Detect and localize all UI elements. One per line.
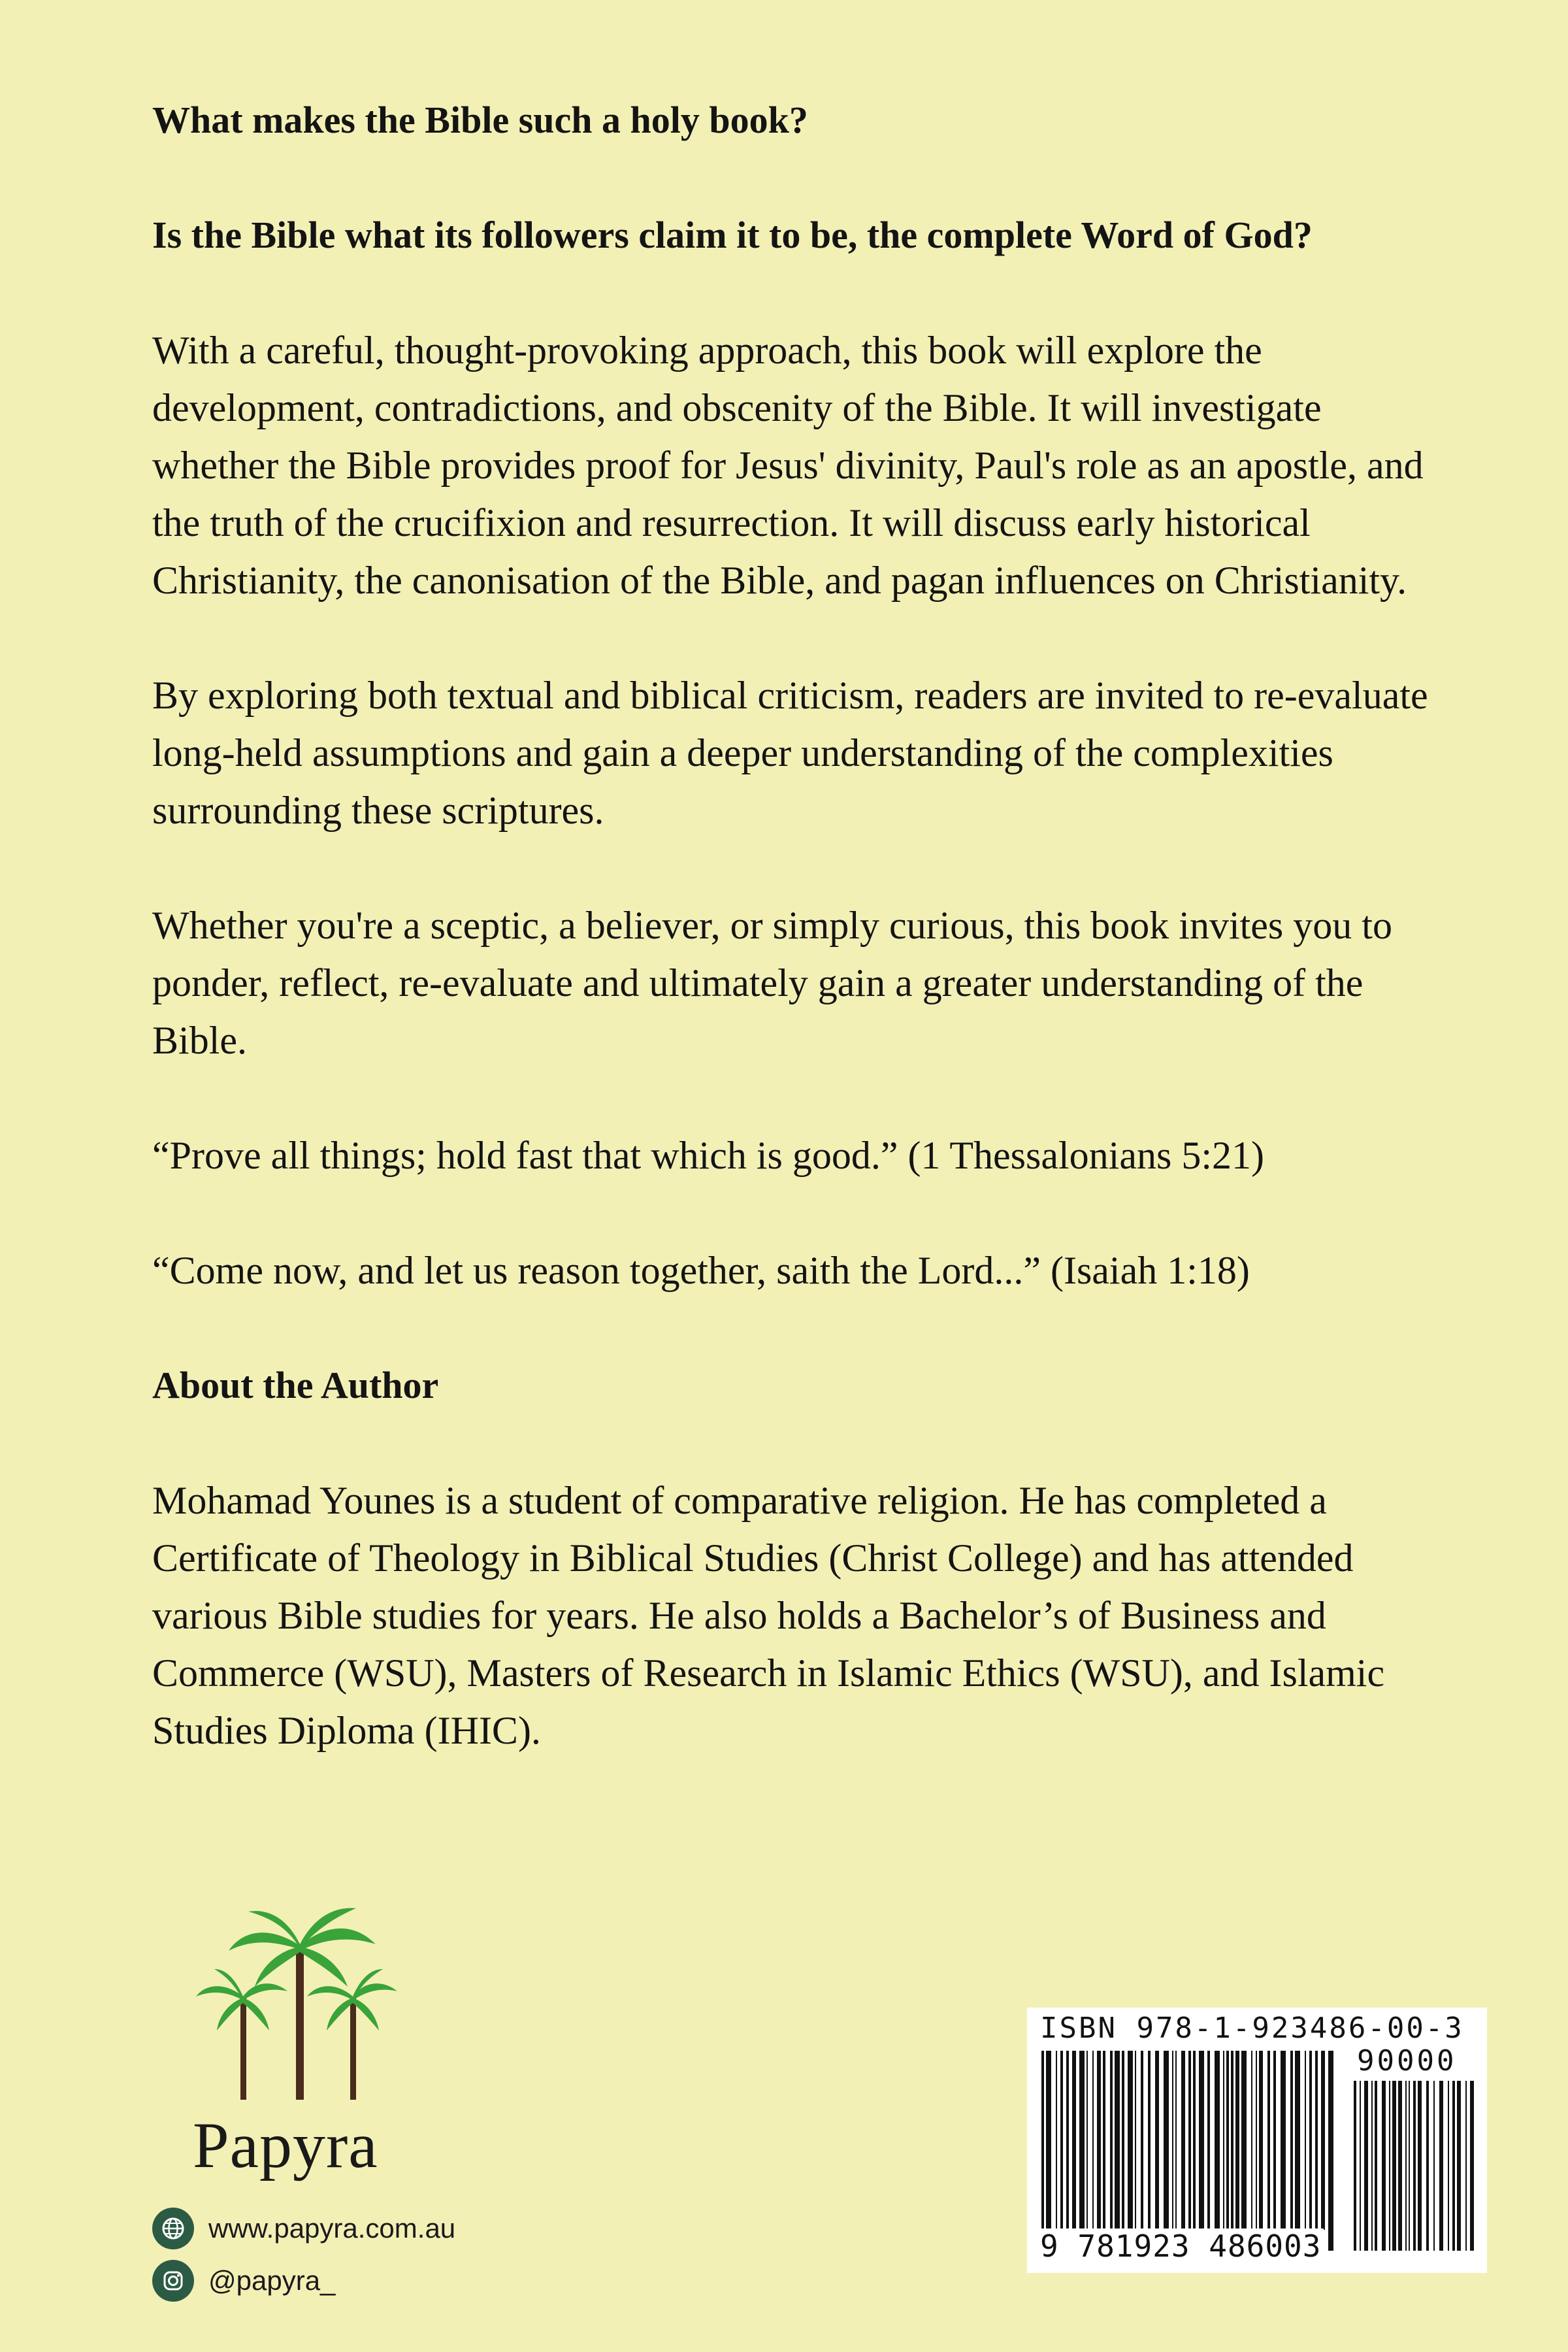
price-code: 90000 xyxy=(1357,2044,1457,2078)
barcode-bar xyxy=(1259,2051,1263,2230)
barcode-bar xyxy=(1452,2081,1455,2251)
barcode-digits: 9 781923 486003 xyxy=(1037,2228,1324,2264)
barcode-bar xyxy=(1175,2051,1177,2230)
barcode-bar xyxy=(1086,2051,1088,2230)
barcode-bar xyxy=(1207,2051,1210,2230)
barcode-bar xyxy=(1223,2051,1224,2230)
barcode-bar xyxy=(1079,2051,1085,2230)
barcode-bar xyxy=(1181,2051,1185,2230)
barcode-bar xyxy=(1439,2081,1443,2251)
barcode-bar xyxy=(1426,2081,1429,2251)
barcode-bar xyxy=(1141,2051,1143,2230)
barcode-bar xyxy=(1235,2051,1239,2230)
back-cover-text xyxy=(152,91,1433,1817)
barcode-bar xyxy=(1188,2051,1191,2251)
barcode-bar xyxy=(1128,2051,1133,2230)
barcode-bar xyxy=(1364,2081,1368,2251)
barcode-bar xyxy=(1041,2051,1044,2251)
barcode-bar xyxy=(1066,2051,1069,2230)
barcode-bar xyxy=(1060,2051,1063,2230)
barcode-bar xyxy=(1382,2081,1386,2251)
barcode-bar xyxy=(1155,2051,1159,2230)
barcode-bar xyxy=(1281,2051,1286,2230)
barcode-bar xyxy=(1354,2081,1356,2251)
barcode-bar xyxy=(1389,2081,1390,2251)
barcode-bar xyxy=(1305,2051,1306,2230)
barcode-bar xyxy=(1418,2081,1422,2251)
social-contact xyxy=(152,2260,335,2302)
barcode-bar xyxy=(1457,2081,1461,2251)
barcode-bar xyxy=(1092,2051,1094,2230)
barcode-bar xyxy=(1413,2081,1416,2251)
barcode-bar xyxy=(1115,2051,1120,2230)
website-url[interactable]: www.papyra.com.au xyxy=(208,2213,456,2244)
description-paragraph: With a careful, thought-provoking approach, this book will explore the development, contradictions, and obscenity of the Bible. It will investigate whether the Bible provides proof for Jesus' divinity, Paul's role as an apostle, and the truth of the crucifixion and resurrection. It will discuss early historical Christianity, the canonisation of the Bible, and pagan influences on Christianity. xyxy=(152,329,1424,602)
isbn-label: ISBN 978-1-923486-00-3 xyxy=(1040,2012,1464,2045)
barcode-bar xyxy=(1056,2051,1057,2230)
barcode-bar xyxy=(1256,2051,1257,2230)
barcode-bar xyxy=(1371,2081,1373,2251)
instagram-icon xyxy=(152,2260,194,2302)
barcode-bar xyxy=(1392,2081,1396,2251)
barcode-bar xyxy=(1398,2081,1402,2251)
barcode-bar xyxy=(1226,2051,1229,2230)
barcode-bar xyxy=(1321,2051,1325,2230)
barcode-bar xyxy=(1267,2051,1270,2230)
barcode-bar xyxy=(1273,2051,1276,2230)
question-word-of-god: Is the Bible what its followers claim it to be, the complete Word of God? xyxy=(152,214,1313,256)
social-handle[interactable]: @papyra_ xyxy=(208,2265,336,2296)
website-contact xyxy=(152,2208,455,2249)
question-holy-book: What makes the Bible such a holy book? xyxy=(152,99,808,141)
barcode-bar xyxy=(1433,2081,1435,2251)
author-bio: Mohamad Younes is a student of comparative religion. He has completed a Certificate of Theology in Biblical Studies (Christ College) and has attended various Bible studies for years. He also holds a Bachelor’s of Business and Commerce (WSU), Masters of Research in Islamic Ethics (WSU), and Islamic Studies Diploma (IHIC). xyxy=(152,1479,1385,1752)
barcode-bar xyxy=(1193,2051,1196,2230)
criticism-paragraph: By exploring both textual and biblical criticism, readers are invited to re-evaluate long-held assumptions and gain a deeper understanding of the complexities surrounding these scriptures. xyxy=(152,674,1428,832)
barcode-bar xyxy=(1409,2081,1410,2251)
barcode-bar xyxy=(1072,2051,1076,2230)
barcode-bar xyxy=(1405,2081,1407,2251)
publisher-name: Papyra xyxy=(193,2109,378,2181)
barcode-bar xyxy=(1295,2051,1300,2230)
barcode-bar xyxy=(1231,2051,1233,2230)
barcode-bar xyxy=(1122,2051,1124,2230)
barcode-bar xyxy=(1290,2051,1293,2230)
barcode-bar xyxy=(1328,2051,1333,2251)
barcode-bar xyxy=(1315,2051,1318,2230)
about-author-heading: About the Author xyxy=(152,1364,439,1406)
barcode-bar xyxy=(1103,2051,1105,2230)
barcode-bar xyxy=(1199,2051,1204,2230)
barcode-bar xyxy=(1241,2051,1247,2230)
barcode-bar xyxy=(1360,2081,1361,2251)
isbn-barcode xyxy=(1027,2008,1487,2273)
barcode-bar xyxy=(1046,2051,1051,2251)
barcode-bar xyxy=(1251,2051,1252,2230)
barcode-bar xyxy=(1172,2051,1173,2230)
globe-icon xyxy=(152,2208,194,2249)
barcode-bar xyxy=(1448,2081,1449,2251)
barcode-bar xyxy=(1470,2081,1474,2251)
quote-thessalonians: “Prove all things; hold fast that which is good.” (1 Thessalonians 5:21) xyxy=(152,1134,1264,1177)
barcode-bar xyxy=(1215,2051,1220,2230)
barcode-bar xyxy=(1164,2051,1169,2230)
quote-isaiah: “Come now, and let us reason together, saith the Lord...” (Isaiah 1:18) xyxy=(152,1249,1250,1292)
barcode-bar xyxy=(1465,2081,1467,2251)
barcode-bar xyxy=(1148,2051,1151,2230)
barcode-bar xyxy=(1110,2051,1113,2230)
barcode-bar xyxy=(1375,2081,1377,2251)
audience-paragraph: Whether you're a sceptic, a believer, or simply curious, this book invites you to ponder, reflect, re-evaluate and ultimately gain a greater understanding of the Bible. xyxy=(152,904,1392,1062)
barcode-bar xyxy=(1135,2051,1136,2230)
barcode-bar xyxy=(1309,2051,1312,2230)
barcode-bar xyxy=(1097,2051,1101,2230)
